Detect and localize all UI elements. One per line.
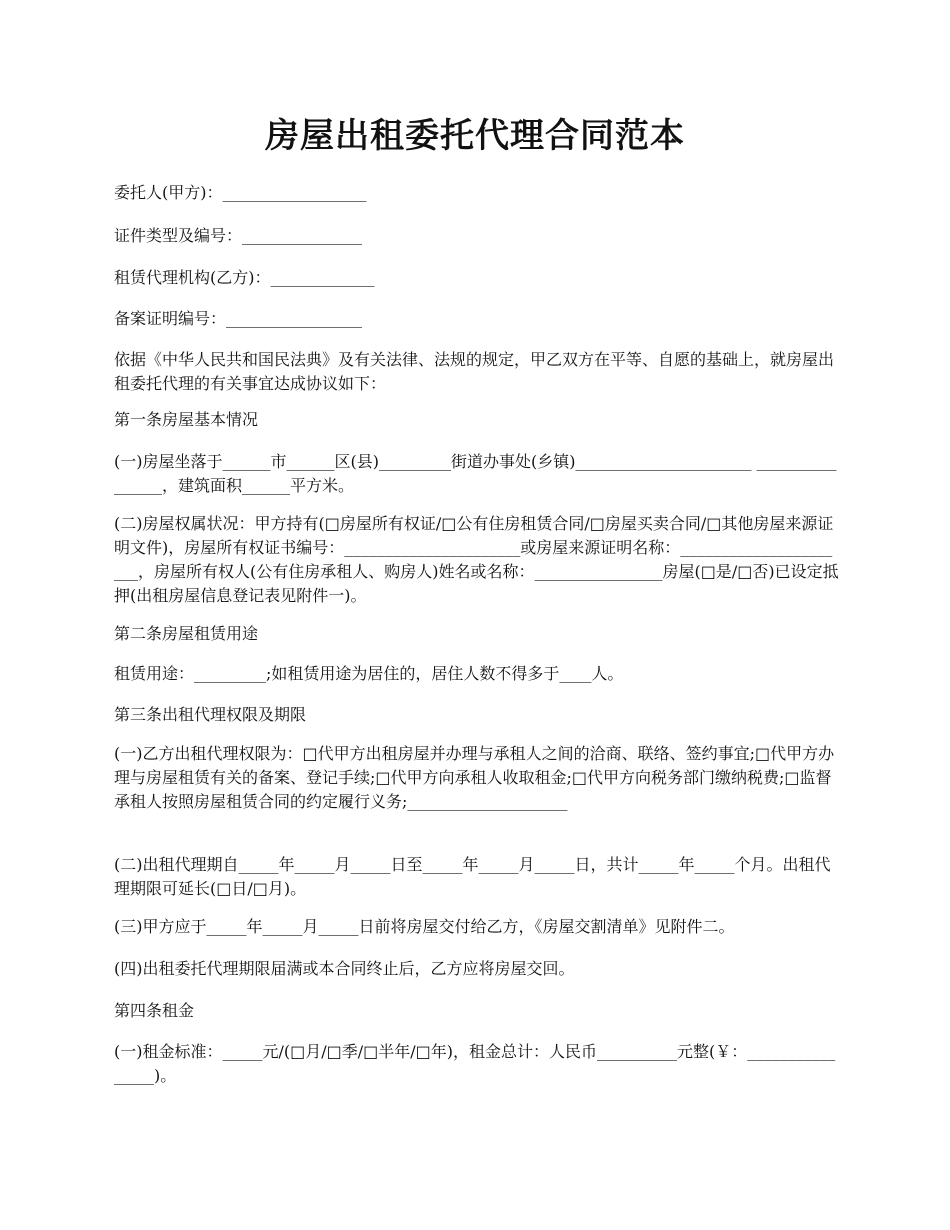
article-3-heading: 第三条出租代理权限及期限 [114,705,307,724]
article-1-item-1: (一)房屋坐落于______市______区(县)_________街道办事处(乡镇)______________________ ________________，建筑面积______平方米。 [114,452,837,495]
article-3-item-1: (一)乙方出租代理权限为：□代甲方出租房屋并办理与承租人之间的洽商、联络、签约事宜;□代甲方办理与房屋租赁有关的备案、登记手续;□代甲方向承租人收取租金;□代甲方向税务部门缴纳税费;□监督承租人按照房屋租赁合同的约定履行义务;____________________ [114,744,835,811]
principal-line: 委托人(甲方)：__________________ [114,183,367,202]
article-3-item-4: (四)出租委托代理期限届满或本合同终止后，乙方应将房屋交回。 [114,959,575,978]
article-2-body: 租赁用途：_________;如租赁用途为居住的，居住人数不得多于____人。 [114,664,624,683]
agency-line: 租赁代理机构(乙方)：_____________ [114,268,375,287]
article-1-item-2: (二)房屋权属状况：甲方持有(□房屋所有权证/□公有住房租赁合同/□房屋买卖合同/□其他房屋来源证明文件)，房屋所有权证书编号：______________________或房屋来源证明名称：______________________，房屋所有权人(公有住房承租人、购房人)姓名或名称：________________房屋(□是/□否)已设定抵押(出租房屋信息登记表见附件一)。 [114,514,839,605]
article-4-heading: 第四条租金 [114,1001,195,1020]
preamble-paragraph: 依据《中华人民共和国民法典》及有关法律、法规的规定，甲乙双方在平等、自愿的基础上，就房屋出租委托代理的有关事宜达成协议如下： [114,350,835,393]
article-2-heading: 第二条房屋租赁用途 [114,624,259,643]
filing-number-line: 备案证明编号：_________________ [114,309,363,328]
id-type-line: 证件类型及编号：_______________ [114,226,363,245]
article-3-item-2: (二)出租代理期自_____年_____月_____日至_____年_____月_____日，共计_____年_____个月。出租代理期限可延长(□日/□月)。 [114,855,831,898]
article-1-heading: 第一条房屋基本情况 [114,410,259,429]
article-3-item-3: (三)甲方应于_____年_____月_____日前将房屋交付给乙方，《房屋交割清单》见附件二。 [114,917,735,936]
document-title: 房屋出租委托代理合同范本 [265,116,685,156]
article-4-item-1: (一)租金标准：_____元/(□月/□季/□半年/□年)，租金总计：人民币__________元整(￥：________________)。 [114,1042,836,1085]
